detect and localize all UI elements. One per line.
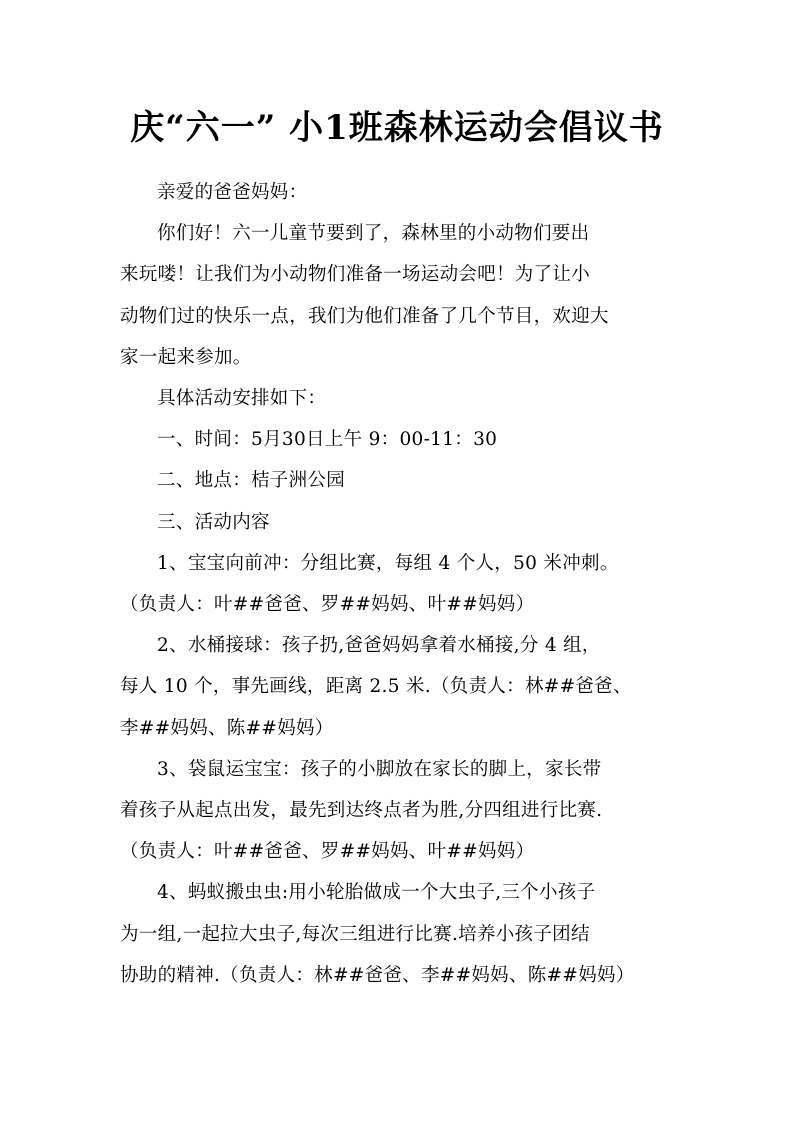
activity-4-line: 协助的精神.（负责人：林##爸爸、李##妈妈、陈##妈妈） [120, 964, 635, 986]
activity-2-line: 每人 10 个，事先画线，距离 2.5 米.（负责人：林##爸爸、 [120, 676, 632, 698]
activity-2-line: 李##妈妈、陈##妈妈） [120, 717, 334, 739]
content-heading: 三、活动内容 [157, 511, 270, 533]
intro-line: 你们好！六一儿童节要到了，森林里的小动物们要出 [157, 223, 590, 245]
intro-line: 来玩喽！让我们为小动物们准备一场运动会吧！为了让小 [120, 264, 591, 286]
activity-3-line: 着孩子从起点出发，最先到达终点者为胜,分四组进行比赛. [120, 800, 603, 822]
activity-1-line: 1、宝宝向前冲：分组比赛，每组 4 个人，50 米冲刺。 [157, 552, 619, 574]
schedule-heading: 具体活动安排如下： [157, 388, 327, 410]
activity-4-line: 4、蚂蚁搬虫虫:用小轮胎做成一个大虫子,三个小孩子 [157, 882, 596, 904]
document-title: 庆“六一” 小1班森林运动会倡议书 [130, 108, 664, 148]
greeting: 亲爱的爸爸妈妈： [157, 182, 308, 203]
document-body [120, 172, 676, 996]
location-line: 二、地点：桔子洲公园 [157, 470, 346, 492]
intro-line: 动物们过的快乐一点，我们为他们准备了几个节目，欢迎大 [120, 305, 609, 327]
activity-1-line: （负责人：叶##爸爸、罗##妈妈、叶##妈妈） [120, 594, 535, 616]
activity-3-line: （负责人：叶##爸爸、罗##妈妈、叶##妈妈） [120, 841, 535, 863]
activity-3-line: 3、袋鼠运宝宝：孩子的小脚放在家长的脚上，家长带 [157, 758, 602, 780]
activity-4-line: 为一组,一起拉大虫子,每次三组进行比赛.培养小孩子团结 [120, 923, 590, 945]
time-line: 一、时间：5月30日上午 9：00-11：30 [157, 429, 498, 451]
intro-line: 家一起来参加。 [120, 346, 252, 368]
activity-2-line: 2、水桶接球：孩子扔,爸爸妈妈拿着水桶接,分 4 组， [157, 635, 601, 657]
